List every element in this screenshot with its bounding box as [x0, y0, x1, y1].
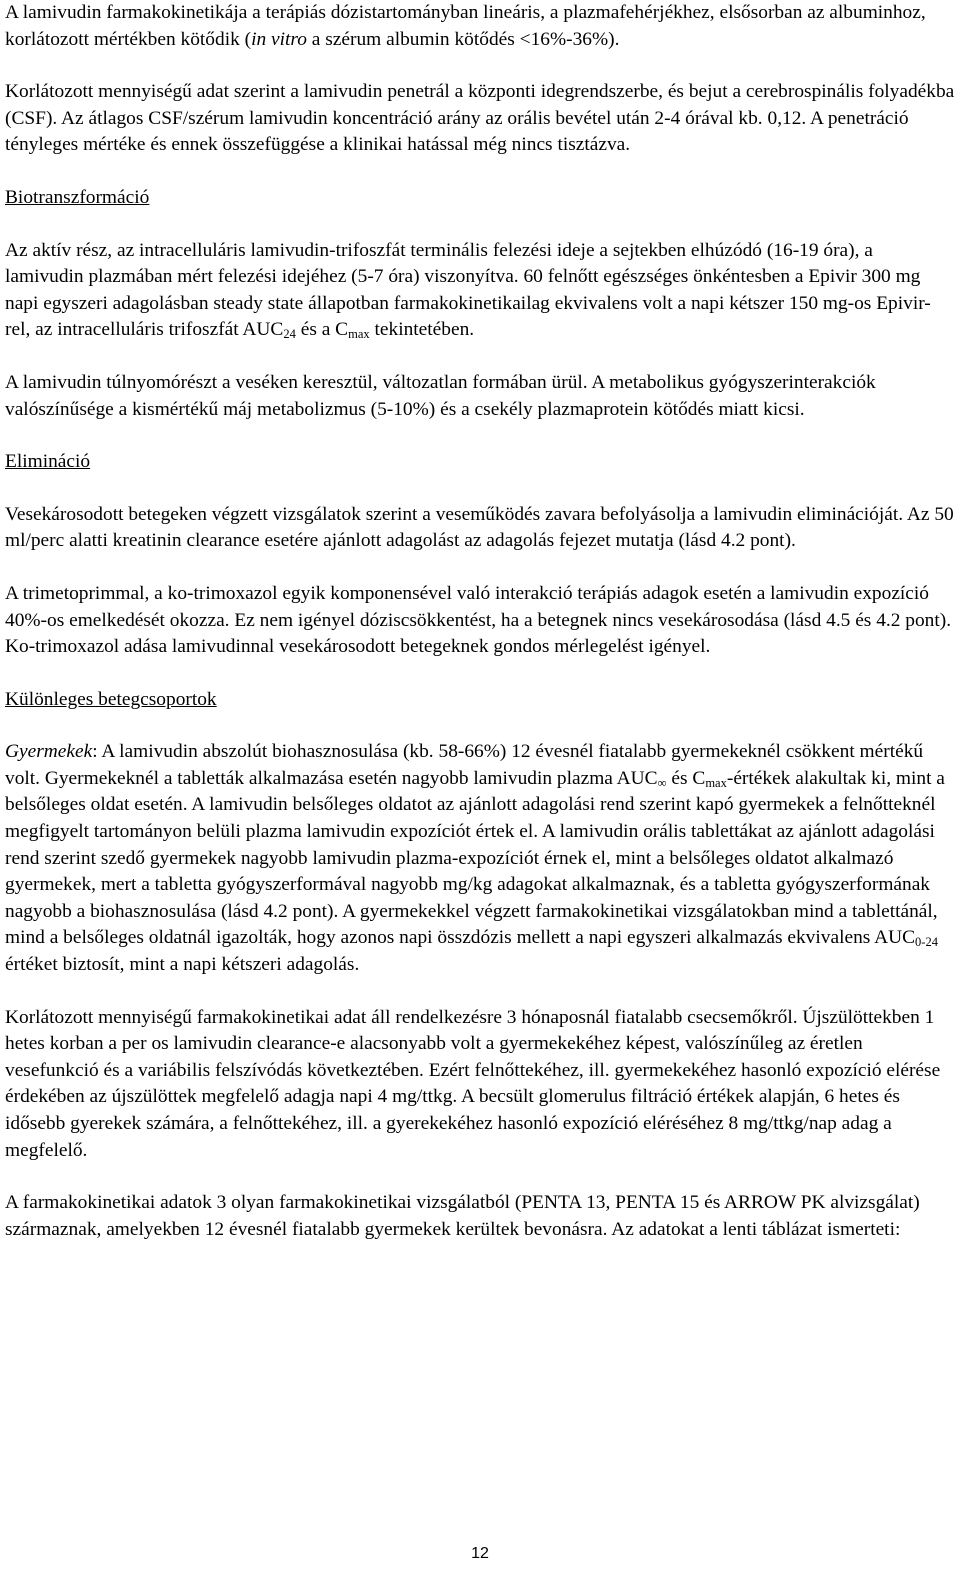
- subscript: max: [348, 327, 370, 342]
- subscript: ∞: [657, 775, 667, 790]
- subscript: 24: [283, 327, 296, 342]
- paragraph-pk-studies: A farmakokinetikai adatok 3 olyan farmakokinetikai vizsgálatból (PENTA 13, PENTA 15 és ARROW PK alvizsgálat) származnak, amelyekben 12 évesnél fiatalabb gyermekek kerültek bevonásra. Az adatokat a lenti táblázat ismerteti:: [5, 1192, 920, 1240]
- page-number: 12: [471, 1545, 489, 1562]
- paragraph-text: értéket biztosít, mint a napi kétszeri adagolás.: [5, 954, 360, 976]
- italic-label: Gyermekek: [5, 741, 93, 763]
- paragraph-text: -értékek alakultak ki, mint a belsőleges oldat esetén. A lamivudin belsőleges oldatot az ajánlott adagolási rend szerint kapó gyermekek a felnőtteknél megfigyelt tartományon belüli plazma lamivudin expozíciót értek el. A lamivudin orális tablettákat az ajánlott adagolási rend szerint szedő gyermekek nagyobb lamivudin plazma-expozíciót érnek el, mint a belsőleges oldatot alkalmazó gyermekek, mert a tabletta gyógyszerformával nagyobb mg/kg adagokat alkalmaznak, és a tabletta gyógyszerformának nagyobb a biohasznosulása (lásd 4.2 pont). A gyermekekkel végzett farmakokinetikai vizsgálatokban mind a tablettánál, mind a belsőleges oldatnál igazolták, hogy azonos napi összdózis mellett a napi egyszeri alkalmazás ekvivalens AUC: [5, 767, 945, 949]
- paragraph-text: A lamivudin farmakokinetikája a terápiás dózistartományban lineáris, a plazmafehérjékhez, elsősorban az albuminhoz, korlátozott mértékben kötődik (: [5, 2, 926, 50]
- paragraph-trimethoprim: A trimetoprimmal, a ko-trimoxazol egyik komponensével való interakció terápiás adagok esetén a lamivudin expozíció 40%-os emelkedését okozza. Ez nem igényel dóziscsökkentést, ha a betegnek nincs vesekárosodása (lásd 4.5 és 4.2 pont). Ko-trimoxazol adása lamivudinnal vesekárosodott betegeknek gondos mérlegelést igényel.: [5, 582, 952, 658]
- paragraph-text: : A lamivudin abszolút biohasznosulása (kb. 58-66%) 12 évesnél fiatalabb gyermekeknél csökkent mértékű volt. Gyermekeknél a tabletták alkalmazása esetén nagyobb lamivudin plazma AUC: [5, 741, 924, 789]
- paragraph-renal-excretion: A lamivudin túlnyomórészt a veséken keresztül, változatlan formában ürül. A metabolikus gyógyszerinterakciók valószínűsége a kismértékű máj metabolizmus (5-10%) és a csekély plazmaprotein kötődés miatt kicsi.: [5, 371, 876, 420]
- paragraph-protein-binding: [5, 0, 955, 53]
- subscript: 0-24: [915, 935, 938, 950]
- paragraph-infants: Korlátozott mennyiségű farmakokinetikai adat áll rendelkezésre 3 hónaposnál fiatalabb csecsemőkről. Újszülöttekben 1 hetes korban a per os lamivudin clearance-e alacsonyabb volt a gyermekekéhez képest, valószínűleg az éretlen vesefunkció és a variábilis felszívódás következtében. Ezért felnőttekéhez, ill. gyermekekéhez hasonló expozíció elérése érdekében az újszülöttek megfelelő adagja napi 4 mg/ttkg. A becsült glomerulus filtráció értékek alapján, 6 hetes és idősebb gyerekek számára, a felnőttekéhez, ill. a gyerekekéhez hasonló expozíció eléréséhez 8 mg/ttkg/nap adag a megfelelő.: [5, 1006, 941, 1161]
- paragraph-text: Az aktív rész, az intracelluláris lamivudin-trifoszfát terminális felezési ideje a sejtekben elhúzódó (16-19 óra), a lamivudin plazmában mért felezési idejéhez (5-7 óra) viszonyítva. 60 felnőtt egészséges önkéntesben a Epivir 300 mg napi egyszeri adagolásban steady state állapotban farmakokinetikailag ekvivalens volt a napi kétszer 150 mg-os Epivir-rel, az intracelluláris trifoszfát AUC: [5, 239, 931, 341]
- paragraph-text: a szérum albumin kötődés <16%-36%).: [306, 28, 620, 50]
- section-heading-special-populations: Különleges betegcsoportok: [5, 688, 217, 710]
- italic-term: in vitro: [251, 28, 307, 50]
- section-heading-elimination: Elimináció: [5, 451, 91, 473]
- paragraph-text: tekintetében.: [369, 319, 475, 341]
- document-page: [5, 0, 955, 1269]
- section-heading-biotransformation: Biotranszformáció: [5, 186, 150, 208]
- paragraph-text: és a C: [295, 319, 349, 341]
- paragraph-intracellular: [5, 238, 955, 344]
- paragraph-renal-impairment: Vesekárosodott betegeken végzett vizsgálatok szerint a veseműködés zavara befolyásolja a lamivudin eliminációját. Az 50 ml/perc alatti kreatinin clearance esetére ajánlott adagolást az adagolás fejezet mutatja (lásd 4.2 pont).: [5, 503, 954, 552]
- subscript: max: [705, 775, 727, 790]
- paragraph-csf-penetration: Korlátozott mennyiségű adat szerint a lamivudin penetrál a központi idegrendszerbe, és bejut a cerebrospinális folyadékba (CSF). Az átlagos CSF/szérum lamivudin koncentráció arány az orális bevétel után 2-4 órával kb. 0,12. A penetráció tényleges mértéke és ennek összefüggése a klinikai hatással még nincs tisztázva.: [5, 81, 955, 156]
- paragraph-children: [5, 739, 955, 978]
- paragraph-text: és C: [666, 767, 706, 789]
